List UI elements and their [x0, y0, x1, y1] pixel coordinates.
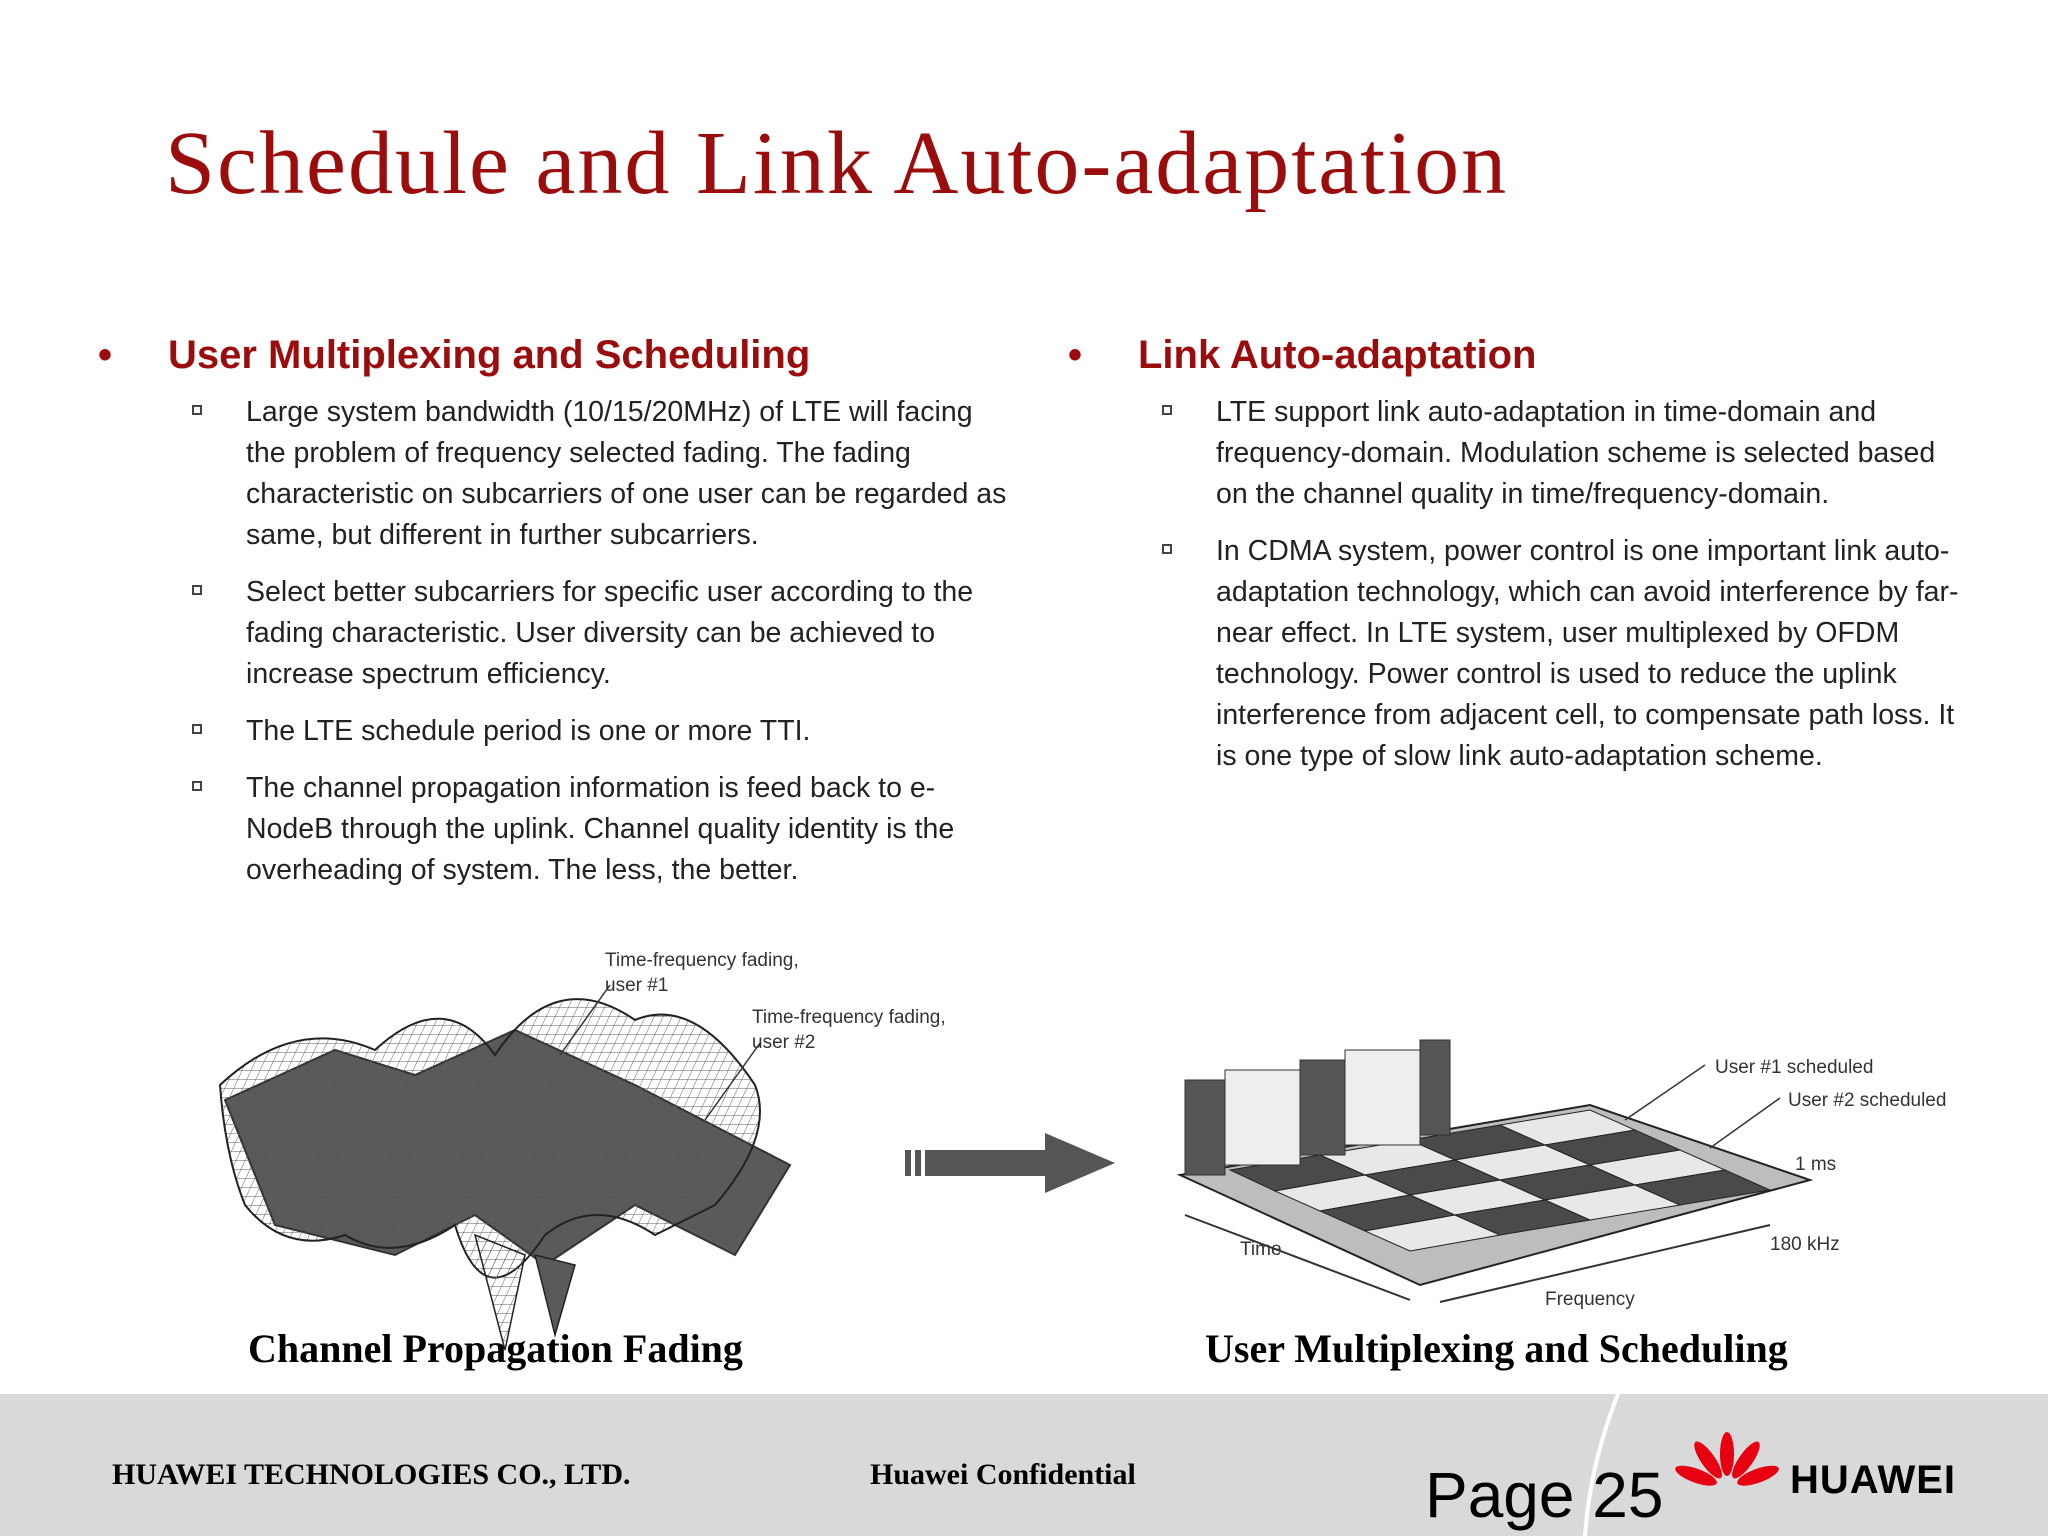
left-bullet-item — [98, 768, 1018, 891]
left-heading — [98, 328, 1018, 382]
sched-label-frequency: Frequency — [1545, 1289, 1635, 1310]
sched-label-rb: 180 kHz — [1770, 1234, 1840, 1255]
right-heading-text: Link Auto-adaptation — [1138, 333, 1537, 377]
square-bullet-icon — [192, 585, 202, 595]
right-column — [1068, 328, 1968, 793]
scheduling-grid-figure — [1170, 1010, 1990, 1320]
right-bullet-item — [1068, 392, 1968, 515]
square-bullet-icon — [192, 405, 202, 415]
left-bullet-text: The channel propagation information is feed back to e-NodeB through the uplink. Channel quality identity is the overheading of system. The less, the better. — [246, 772, 955, 886]
fading-label-user1-line1: Time-frequency fading, — [605, 950, 799, 971]
fading-caption: Channel Propagation Fading — [248, 1326, 743, 1371]
left-heading-text: User Multiplexing and Scheduling — [168, 333, 811, 377]
left-bullet-item — [98, 392, 1018, 556]
square-bullet-icon — [192, 724, 202, 734]
label-leader-line — [1625, 1065, 1705, 1120]
fading-label-user2-line2: user #2 — [752, 1032, 816, 1053]
right-bullet-list — [1068, 392, 1968, 777]
slide-title: Schedule and Link Auto-adaptation — [165, 114, 1509, 213]
footer-confidential: Huawei Confidential — [870, 1458, 1136, 1491]
bullet-dot-icon: • — [98, 333, 113, 377]
right-bullet-text: LTE support link auto-adaptation in time-domain and frequency-domain. Modulation scheme is selected based on the channel quality in time/frequency-domain. — [1216, 396, 1936, 510]
left-bullet-text: The LTE schedule period is one or more TTI. — [246, 715, 811, 747]
left-column — [98, 328, 1018, 907]
sched-label-user1: User #1 scheduled — [1715, 1057, 1874, 1078]
page-number: Page 25 — [1425, 1459, 1664, 1531]
huawei-logo-icon — [1680, 1432, 1775, 1502]
scheduling-caption: User Multiplexing and Scheduling — [1205, 1326, 1788, 1371]
fading-label-user1-line2: user #1 — [605, 975, 669, 996]
right-bullet-item — [1068, 531, 1968, 777]
square-bullet-icon — [1162, 544, 1172, 554]
huawei-brand-text: HUAWEI — [1790, 1458, 1956, 1502]
right-bullet-text: In CDMA system, power control is one important link auto-adaptation technology, which can avoid interference by far-near effect. In LTE system, user multiplexed by OFDM technology. Power control is used to reduce the uplink interference from adjacent cell, to compensate path loss. It is one type of slow link auto-adaptation scheme. — [1216, 535, 1959, 772]
left-bullet-text: Select better subcarriers for specific user according to the fading characteristic. User diversity can be achieved to increase spectrum efficiency. — [246, 576, 974, 690]
right-heading — [1068, 328, 1968, 382]
left-bullet-item — [98, 572, 1018, 695]
left-bullet-text: Large system bandwidth (10/15/20MHz) of LTE will facing the problem of frequency selected fading. The fading characteristic on subcarriers of one user can be regarded as same, but different in further subcarriers. — [246, 396, 1007, 551]
left-bullet-item — [98, 711, 1018, 752]
label-leader-line — [1710, 1098, 1780, 1148]
square-bullet-icon — [1162, 405, 1172, 415]
arrow-right-icon — [905, 1128, 1115, 1198]
sched-label-tti: 1 ms — [1795, 1154, 1837, 1175]
sched-label-time: Time — [1240, 1239, 1282, 1260]
fading-dip — [535, 1255, 575, 1335]
footer-company: HUAWEI TECHNOLOGIES CO., LTD. — [112, 1458, 631, 1491]
fading-surface-figure — [215, 935, 946, 1355]
square-bullet-icon — [192, 781, 202, 791]
left-bullet-list — [98, 392, 1018, 891]
sched-label-user2: User #2 scheduled — [1788, 1090, 1947, 1111]
bullet-dot-icon: • — [1068, 333, 1083, 377]
fading-label-user2-line1: Time-frequency fading, — [752, 1007, 946, 1028]
